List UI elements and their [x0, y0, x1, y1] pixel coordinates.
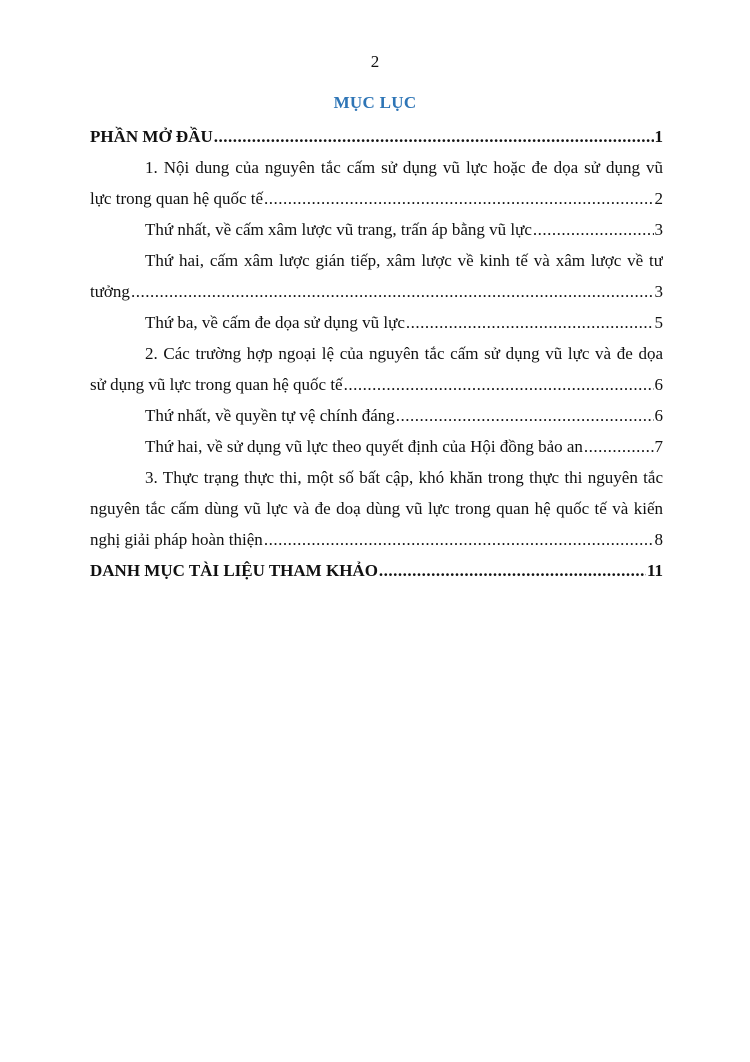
toc-entry[interactable]: [90, 245, 663, 307]
toc-page-number: 8: [654, 530, 663, 549]
page-number: 2: [370, 52, 380, 71]
dot-leader: [406, 307, 654, 338]
toc-entry-last-line: [90, 183, 663, 214]
toc-entry[interactable]: [90, 152, 663, 214]
dot-leader: [584, 431, 654, 462]
toc-page-number: 3: [654, 220, 663, 239]
toc-entry[interactable]: [90, 214, 663, 245]
toc-page-number: 2: [654, 189, 663, 208]
toc-entry-text: lực trong quan hệ quốc tế: [90, 189, 264, 208]
toc-entry[interactable]: [90, 121, 663, 152]
toc-entry-last-line: [90, 276, 663, 307]
dot-leader: [264, 183, 653, 214]
toc-entry-last-line: [90, 214, 663, 245]
toc-entry[interactable]: [90, 431, 663, 462]
toc-page-number: 11: [646, 561, 663, 580]
toc-entry-text: Thứ nhất, về cấm xâm lược vũ trang, trấn áp bằng vũ lực: [145, 220, 532, 239]
toc-entry-last-line: [90, 524, 663, 555]
toc-entry-text: tưởng: [90, 282, 130, 301]
toc-entry-text: DANH MỤC TÀI LIỆU THAM KHẢO: [90, 561, 378, 580]
table-of-contents: [90, 121, 663, 586]
toc-title: MỤC LỤC: [333, 93, 417, 112]
toc-entry[interactable]: [90, 400, 663, 431]
toc-entry-line: 2. Các trường hợp ngoại lệ của nguyên tắc cấm sử dụng vũ lực và đe dọa: [145, 344, 663, 363]
toc-entry[interactable]: [90, 462, 663, 555]
toc-page-number: 6: [654, 375, 663, 394]
dot-leader: [379, 555, 646, 586]
dot-leader: [344, 369, 654, 400]
toc-entry-text: PHẦN MỞ ĐẦU: [90, 127, 213, 146]
dot-leader: [533, 214, 654, 245]
toc-entry-last-line: [90, 400, 663, 431]
toc-entry-line: Thứ hai, cấm xâm lược gián tiếp, xâm lược về kinh tế và xâm lược về tư: [145, 251, 663, 270]
toc-entry-line: nguyên tắc cấm dùng vũ lực và đe doạ dùng vũ lực trong quan hệ quốc tế và kiến: [90, 499, 663, 518]
toc-entry[interactable]: [90, 307, 663, 338]
dot-leader: [214, 121, 654, 152]
toc-entry-text: Thứ nhất, về quyền tự vệ chính đáng: [145, 406, 395, 425]
toc-entry-line: 1. Nội dung của nguyên tắc cấm sử dụng vũ lực hoặc đe dọa sử dụng vũ: [145, 158, 663, 177]
toc-entry-text: Thứ hai, về sử dụng vũ lực theo quyết định của Hội đồng bảo an: [145, 437, 583, 456]
toc-entry-last-line: [90, 369, 663, 400]
toc-entry-text: nghị giải pháp hoàn thiện: [90, 530, 263, 549]
toc-entry-last-line: [90, 431, 663, 462]
toc-entry-last-line: [90, 307, 663, 338]
toc-page-number: 3: [654, 282, 663, 301]
toc-page-number: 1: [654, 127, 663, 146]
dot-leader: [264, 524, 654, 555]
toc-entry-last-line: [90, 555, 663, 586]
toc-entry[interactable]: [90, 338, 663, 400]
toc-page-number: 7: [654, 437, 663, 456]
toc-entry-last-line: [90, 121, 663, 152]
toc-entry[interactable]: [90, 555, 663, 586]
toc-page-number: 6: [654, 406, 663, 425]
toc-page-number: 5: [654, 313, 663, 332]
toc-entry-text: Thứ ba, về cấm đe dọa sử dụng vũ lực: [145, 313, 405, 332]
dot-leader: [396, 400, 654, 431]
toc-entry-line: 3. Thực trạng thực thi, một số bất cập, khó khăn trong thực thi nguyên tắc: [145, 468, 663, 487]
dot-leader: [131, 276, 654, 307]
toc-entry-text: sử dụng vũ lực trong quan hệ quốc tế: [90, 375, 343, 394]
